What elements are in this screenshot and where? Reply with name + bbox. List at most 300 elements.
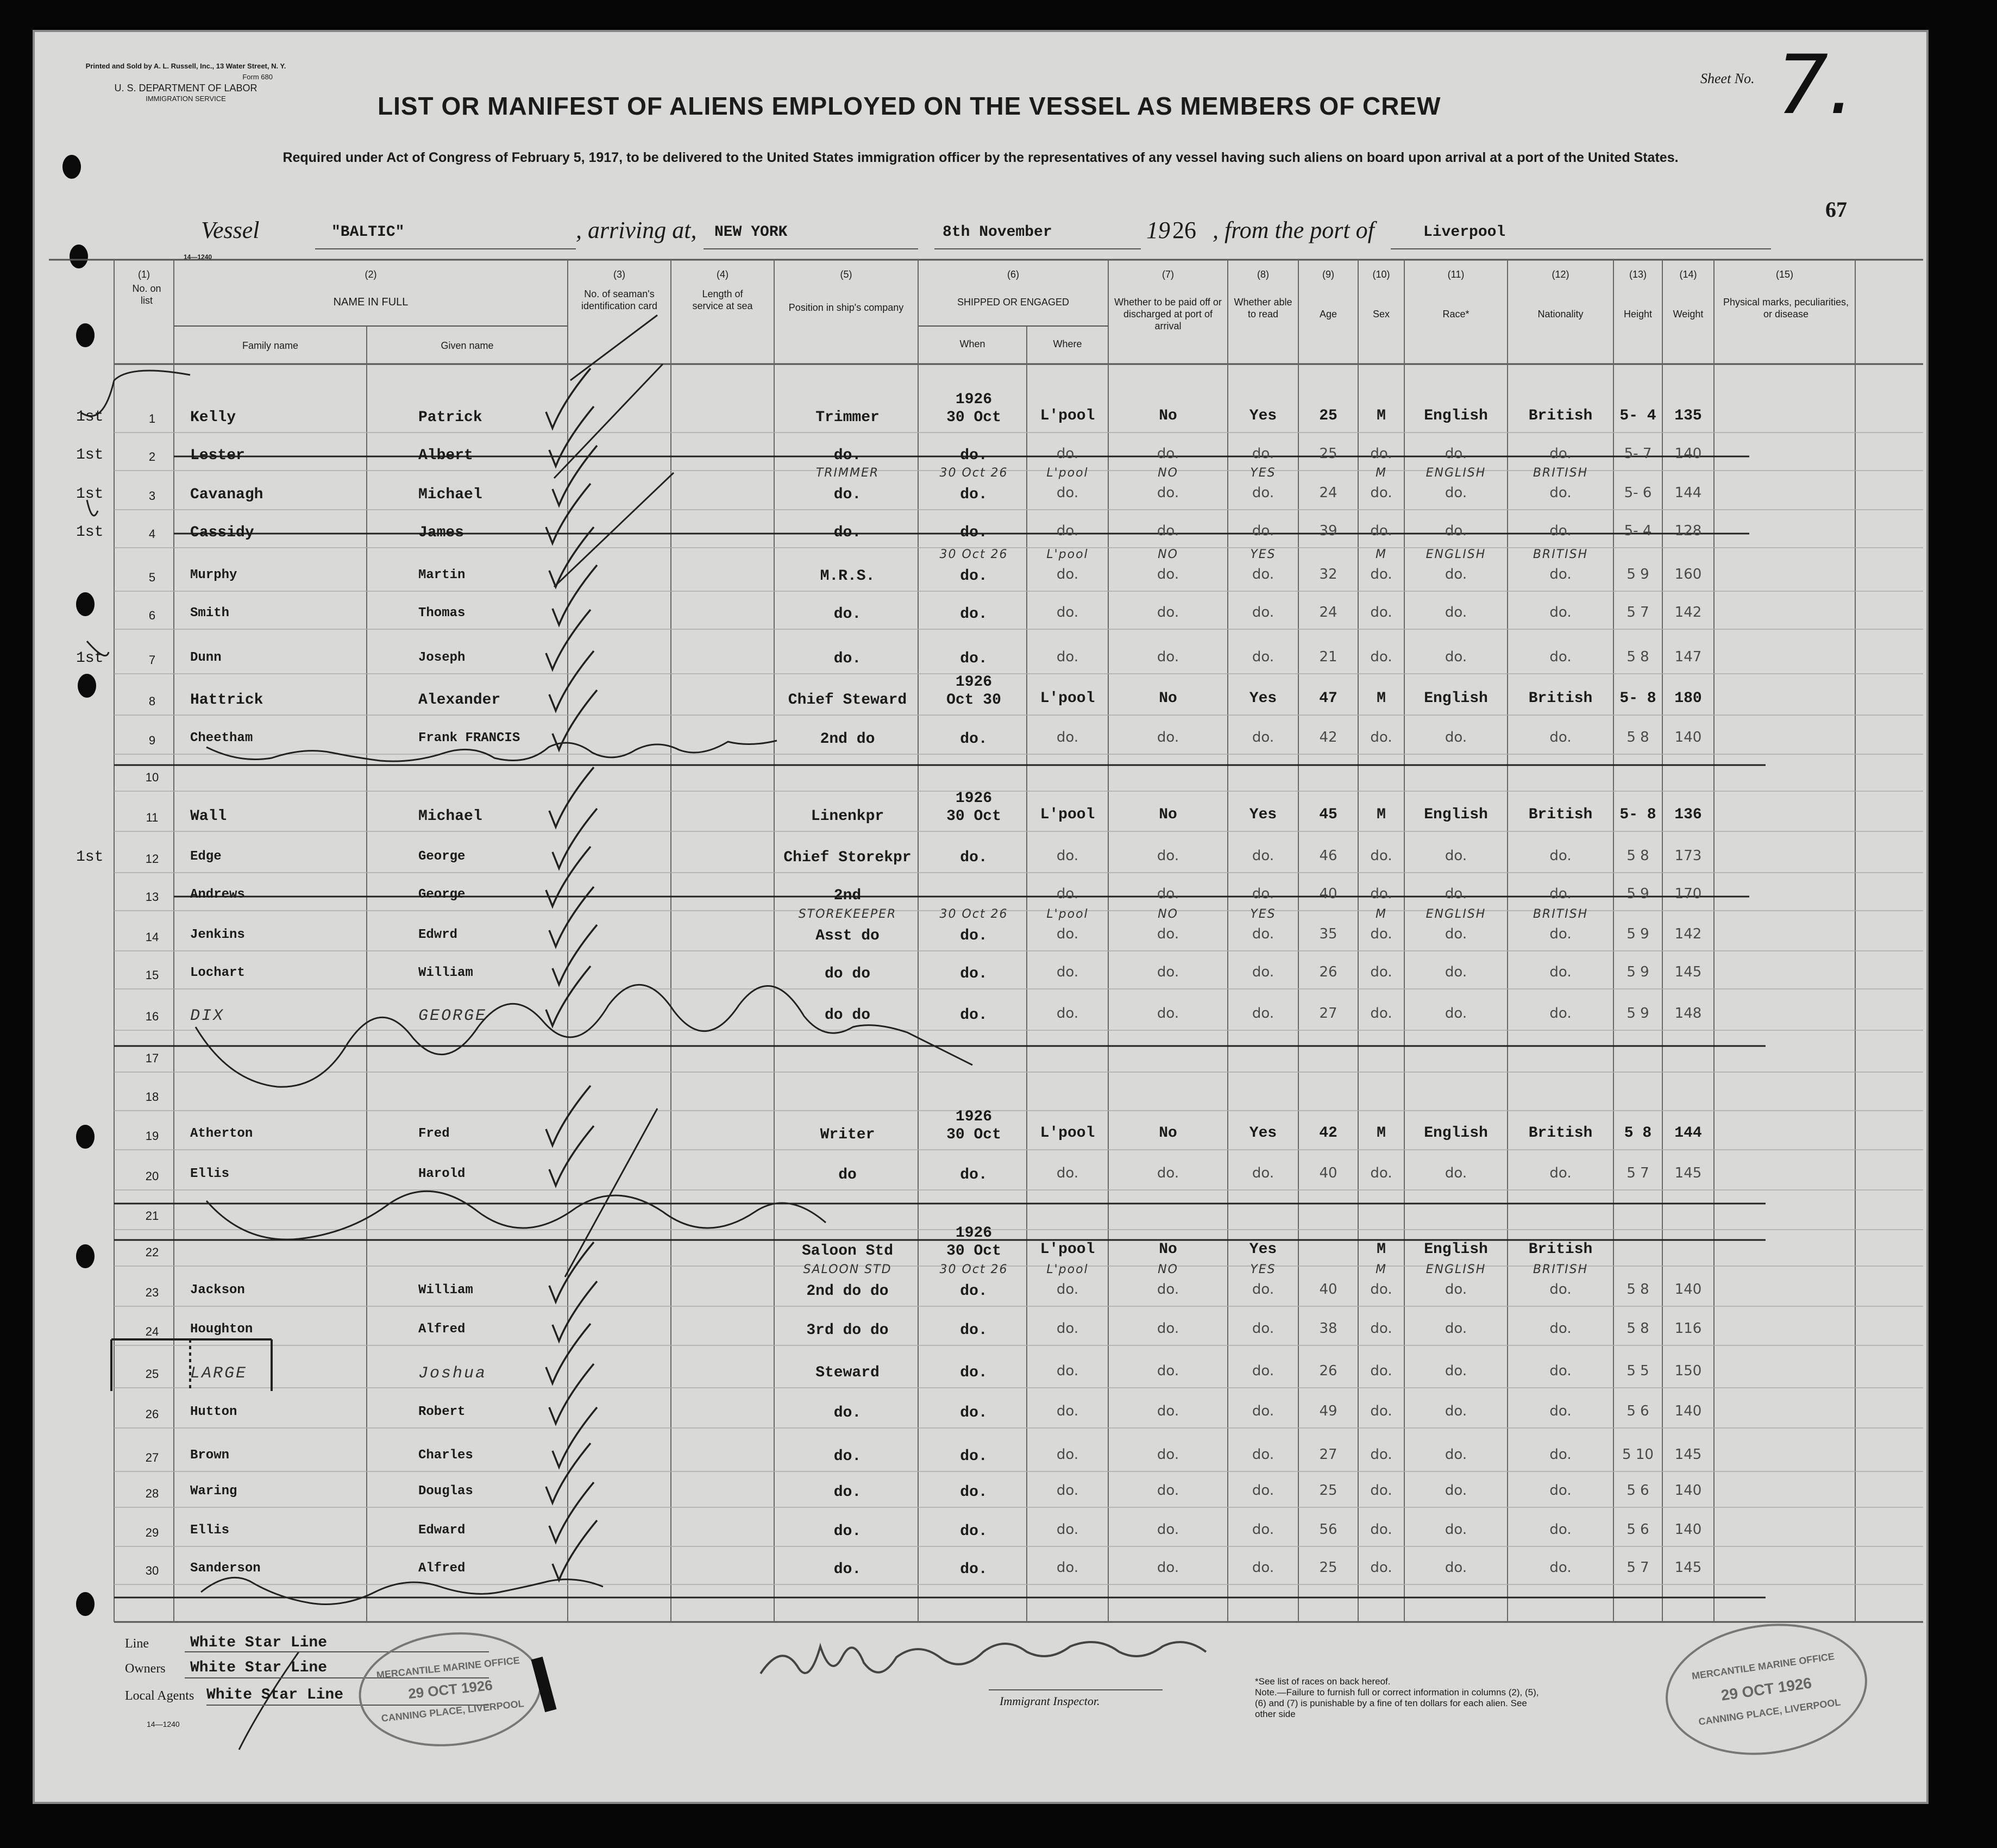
race: do. (1445, 886, 1467, 902)
shipped-where: do. (1056, 729, 1079, 746)
margin-note: 1st (76, 650, 104, 667)
header-given-name: Given name (441, 340, 494, 351)
able-to-read: Yes (1249, 1125, 1277, 1142)
family-name: Cassidy (190, 524, 254, 541)
shipped-when: Oct 30 (946, 692, 1001, 709)
margin-note: 1st (76, 447, 104, 463)
nationality: do. (1549, 1482, 1572, 1499)
weight: 135 (1674, 408, 1702, 424)
sex: do. (1370, 1005, 1392, 1022)
position: do. (833, 606, 862, 623)
position: do. (833, 650, 862, 667)
given-name: Patrick (418, 409, 482, 426)
height: 5- 7 (1624, 446, 1652, 462)
sex: do. (1370, 848, 1392, 864)
position: 2nd (833, 887, 862, 904)
column-number: (1) (138, 269, 150, 280)
stamp-right-top: MERCANTILE MARINE OFFICE (1691, 1651, 1836, 1682)
race: English (1424, 408, 1488, 424)
header-where: Where (1053, 339, 1082, 349)
paid-off: No (1159, 1125, 1177, 1142)
page-subtitle: Required under Act of Congress of February 5, 1917, to be delivered to the United States immigration officer by the representatives of any vessel having such aliens on board upon arrival at a port of the United States. (282, 150, 1679, 165)
able-to-read: Yes (1249, 806, 1277, 823)
paid-off: do. (1157, 1005, 1179, 1022)
able-to-read: do. (1252, 604, 1274, 621)
shipped-where: do. (1056, 485, 1079, 501)
shipped-when: do. (960, 1484, 988, 1501)
family-name: Smith (190, 606, 230, 621)
handwritten-when: 30 Oct 26 (939, 466, 1008, 480)
shipped-year: 1926 (955, 674, 993, 691)
race: do. (1445, 1320, 1467, 1337)
vessel-name: "BALTIC" (331, 224, 405, 241)
handwritten-paid: NO (1158, 1263, 1178, 1276)
column-number: (2) (365, 269, 377, 280)
header-when: When (959, 339, 985, 349)
row-number: 11 (146, 811, 159, 824)
age: 39 (1319, 523, 1337, 539)
given-name: Michael (418, 486, 482, 503)
row-number: 20 (145, 1169, 159, 1183)
nationality: do. (1549, 886, 1572, 902)
handwritten-sex: M (1376, 907, 1387, 921)
row-number: 24 (145, 1325, 159, 1338)
race: English (1424, 1241, 1488, 1258)
arrival-date: 8th November (943, 224, 1052, 241)
column-number: (10) (1372, 269, 1390, 280)
shipped-where: do. (1056, 1363, 1079, 1379)
height: 5 6 (1627, 1403, 1649, 1419)
position: do. (833, 1523, 862, 1540)
given-name: Edwrd (418, 928, 458, 942)
header-able-to-read: Whether able to read (1234, 297, 1292, 320)
shipped-where: do. (1056, 1482, 1079, 1499)
arrival-port: NEW YORK (714, 224, 788, 241)
shipped-when: do. (960, 568, 988, 585)
shipped-when: 30 Oct (946, 1126, 1001, 1143)
given-name: James (418, 524, 464, 541)
nationality: British (1528, 690, 1593, 707)
shipped-when: do. (960, 1405, 988, 1421)
departure-port: Liverpool (1423, 224, 1506, 241)
able-to-read: do. (1252, 1559, 1274, 1576)
nationality: do. (1549, 964, 1572, 980)
age: 40 (1319, 886, 1337, 902)
row-number: 10 (145, 770, 159, 784)
family-name: Lester (190, 447, 245, 464)
paid-off: do. (1157, 848, 1179, 864)
age: 24 (1319, 485, 1337, 501)
height: 5 9 (1627, 566, 1649, 582)
shipped-year: 1926 (955, 391, 993, 408)
paid-off: do. (1157, 523, 1179, 539)
handwritten-read: YES (1250, 907, 1276, 921)
weight: 140 (1674, 446, 1702, 462)
column-number: (15) (1775, 269, 1793, 280)
paid-off: do. (1157, 1165, 1179, 1181)
paid-off: do. (1157, 1559, 1179, 1576)
stamp-left-date: 29 OCT 1926 (407, 1676, 494, 1702)
header-sex: Sex (1372, 309, 1390, 320)
shipped-when: do. (960, 731, 988, 748)
age: 38 (1319, 1320, 1337, 1337)
service: IMMIGRATION SERVICE (146, 95, 226, 103)
position: do. (833, 1561, 862, 1578)
position: Saloon Std (801, 1243, 894, 1260)
shipped-when: 30 Oct (946, 1243, 1001, 1260)
vessel-label: Vessel (201, 217, 260, 243)
column-number: (5) (840, 269, 852, 280)
age: 42 (1319, 729, 1337, 746)
given-name: Joshua (418, 1364, 487, 1383)
margin-note: 1st (76, 409, 104, 425)
weight: 145 (1674, 1559, 1702, 1576)
paid-off: do. (1157, 604, 1179, 621)
height: 5 8 (1627, 848, 1649, 864)
paid-off: do. (1157, 964, 1179, 980)
given-name: Alfred (418, 1561, 466, 1576)
given-name: George (418, 849, 466, 864)
family-name: DIX (190, 1007, 225, 1025)
race: do. (1445, 446, 1467, 462)
handwritten-position: SALOON STD (803, 1263, 892, 1276)
able-to-read: do. (1252, 1403, 1274, 1419)
height: 5 7 (1627, 604, 1649, 621)
margin-note: 1st (76, 849, 104, 866)
header-paid-off: Whether to be paid off or discharged at port of arrival (1114, 297, 1222, 331)
penalty-note: Note.—Failure to furnish full or correct information in columns (2), (5), (6) and (7) is punishable by a fine of ten dollars for each alien. See other side (1255, 1687, 1539, 1719)
shipped-when: do. (960, 486, 988, 503)
header-id-card: No. of seaman's identification card (581, 289, 658, 311)
race: do. (1445, 1281, 1467, 1298)
stamp-left-top: MERCANTILE MARINE OFFICE (375, 1654, 520, 1681)
family-name: Sanderson (190, 1561, 261, 1576)
nationality: do. (1549, 1403, 1572, 1419)
height: 5- 8 (1619, 690, 1656, 707)
sex: do. (1370, 1482, 1392, 1499)
row-number: 29 (145, 1526, 159, 1539)
handwritten-sex: M (1376, 1263, 1387, 1276)
shipped-where: do. (1056, 926, 1079, 942)
family-name: Edge (190, 849, 222, 864)
header-weight: Weight (1673, 309, 1704, 320)
able-to-read: do. (1252, 729, 1274, 746)
race: do. (1445, 729, 1467, 746)
able-to-read: do. (1252, 1363, 1274, 1379)
family-name: Ellis (190, 1167, 230, 1181)
shipped-when: do. (960, 606, 988, 623)
height: 5- 4 (1624, 523, 1652, 539)
given-name: Edward (418, 1523, 466, 1538)
given-name: Robert (418, 1405, 466, 1419)
weight: 147 (1674, 649, 1702, 665)
race: do. (1445, 566, 1467, 582)
header-height: Height (1623, 309, 1653, 320)
shipped-where: L'pool (1040, 690, 1095, 707)
sex: do. (1370, 1446, 1392, 1463)
shipped-where: L'pool (1040, 408, 1095, 424)
nationality: do. (1549, 1165, 1572, 1181)
nationality: do. (1549, 926, 1572, 942)
header-family-name: Family name (242, 340, 299, 351)
able-to-read: do. (1252, 1005, 1274, 1022)
family-name: Hutton (190, 1405, 237, 1419)
age: 42 (1319, 1125, 1337, 1142)
local-agents-value: White Star Line (206, 1687, 344, 1703)
family-name: Jenkins (190, 928, 245, 942)
position: 3rd do do (806, 1322, 889, 1339)
position: do. (833, 1405, 862, 1421)
race: do. (1445, 485, 1467, 501)
handwritten-paid: NO (1158, 548, 1178, 561)
shipped-when: do. (960, 1561, 988, 1578)
weight: 142 (1674, 926, 1702, 942)
owners-label: Owners (125, 1662, 166, 1676)
shipped-where: L'pool (1040, 1241, 1095, 1258)
page-number: 67 (1825, 197, 1847, 222)
age: 32 (1319, 566, 1337, 582)
age: 35 (1319, 926, 1337, 942)
row-number: 2 (148, 450, 156, 463)
nationality: do. (1549, 848, 1572, 864)
paid-off: do. (1157, 926, 1179, 942)
row-number: 3 (148, 489, 156, 503)
row-number: 13 (145, 890, 159, 904)
family-name: Brown (190, 1448, 230, 1463)
able-to-read: do. (1252, 446, 1274, 462)
paid-off: do. (1157, 1446, 1179, 1463)
height: 5 7 (1627, 1559, 1649, 1576)
nationality: do. (1549, 523, 1572, 539)
position: Asst do (815, 928, 880, 944)
able-to-read: do. (1252, 848, 1274, 864)
age: 24 (1319, 604, 1337, 621)
nationality: do. (1549, 446, 1572, 462)
shipped-when: do. (960, 524, 988, 541)
nationality: do. (1549, 566, 1572, 582)
handwritten-sex: M (1376, 466, 1387, 480)
position: do. (833, 1484, 862, 1501)
column-number: (11) (1447, 269, 1465, 280)
height: 5- 8 (1619, 806, 1656, 823)
height: 5 6 (1627, 1482, 1649, 1499)
able-to-read: do. (1252, 1521, 1274, 1538)
family-name: Hattrick (190, 692, 263, 709)
sex: do. (1370, 1165, 1392, 1181)
shipped-where: do. (1056, 1281, 1079, 1298)
nationality: do. (1549, 649, 1572, 665)
shipped-where: do. (1056, 848, 1079, 864)
shipped-where: do. (1056, 649, 1079, 665)
column-number: (3) (613, 269, 625, 280)
weight: 144 (1674, 1125, 1702, 1142)
sex: do. (1370, 729, 1392, 746)
age: 25 (1319, 408, 1337, 424)
shipped-when: do. (960, 1167, 988, 1183)
handwritten-read: YES (1250, 1263, 1276, 1276)
sex: do. (1370, 886, 1392, 902)
nationality: British (1528, 1241, 1593, 1258)
row-number: 23 (145, 1286, 159, 1299)
column-number: (13) (1629, 269, 1647, 280)
age: 27 (1319, 1005, 1337, 1022)
nationality: do. (1549, 1005, 1572, 1022)
header-no-on-list: No. on list (132, 283, 161, 306)
shipped-when: do. (960, 1523, 988, 1540)
age: 21 (1319, 649, 1337, 665)
able-to-read: do. (1252, 485, 1274, 501)
nationality: British (1528, 1125, 1593, 1142)
nationality: do. (1549, 1446, 1572, 1463)
sex: do. (1370, 523, 1392, 539)
race: do. (1445, 1165, 1467, 1181)
sex: do. (1370, 485, 1392, 501)
row-number: 6 (148, 609, 156, 622)
paid-off: No (1159, 690, 1177, 707)
family-name: Jackson (190, 1283, 245, 1298)
line-label: Line (125, 1637, 149, 1651)
position: do do (824, 966, 870, 982)
weight: 136 (1674, 806, 1702, 823)
given-name: Charles (418, 1448, 473, 1463)
family-name: Kelly (190, 409, 236, 426)
paid-off: No (1159, 408, 1177, 424)
race: do. (1445, 1005, 1467, 1022)
weight: 140 (1674, 1521, 1702, 1538)
header-shipped-engaged: SHIPPED OR ENGAGED (957, 297, 1070, 308)
shipped-where: do. (1056, 964, 1079, 980)
given-name: Thomas (418, 606, 466, 621)
printer-line: Printed and Sold by A. L. Russell, Inc., 13 Water Street, N. Y. (85, 62, 286, 70)
height: 5 8 (1624, 1125, 1652, 1142)
shipped-when: do. (960, 849, 988, 866)
position: Writer (820, 1126, 875, 1143)
family-name: Cavanagh (190, 486, 263, 503)
able-to-read: do. (1252, 964, 1274, 980)
sex: do. (1370, 1320, 1392, 1337)
sex: do. (1370, 1521, 1392, 1538)
row-number: 16 (145, 1010, 159, 1023)
row-number: 14 (145, 930, 159, 944)
age: 25 (1319, 446, 1337, 462)
able-to-read: Yes (1249, 1241, 1277, 1258)
weight: 145 (1674, 1165, 1702, 1181)
position: Trimmer (815, 409, 880, 426)
given-name: Alfred (418, 1322, 466, 1337)
shipped-where: L'pool (1040, 806, 1095, 823)
form-code: 14—1240 (184, 253, 212, 261)
sex: do. (1370, 649, 1392, 665)
height: 5 8 (1627, 649, 1649, 665)
race: do. (1445, 1521, 1467, 1538)
weight: 128 (1674, 523, 1702, 539)
able-to-read: do. (1252, 523, 1274, 539)
height: 5 8 (1627, 1320, 1649, 1337)
row-number: 7 (148, 653, 156, 667)
position: do. (833, 486, 862, 503)
shipped-when: 30 Oct (946, 808, 1001, 825)
weight: 145 (1674, 964, 1702, 980)
row-number: 19 (145, 1129, 159, 1143)
race-note: *See list of races on back hereof. (1255, 1676, 1391, 1687)
footer-form-code: 14—1240 (147, 1720, 180, 1728)
row-number: 12 (145, 852, 159, 866)
from-label: , from the port of (1213, 217, 1374, 243)
weight: 150 (1674, 1363, 1702, 1379)
sex: do. (1370, 1559, 1392, 1576)
family-name: Murphy (190, 568, 237, 582)
position: do do (824, 1007, 870, 1024)
sex: do. (1370, 446, 1392, 462)
nationality: do. (1549, 604, 1572, 621)
header-nationality: Nationality (1537, 309, 1584, 320)
age: 45 (1319, 806, 1337, 823)
margin-note: 1st (76, 524, 104, 541)
shipped-when: do. (960, 1364, 988, 1381)
handwritten-race: ENGLISH (1425, 548, 1486, 561)
nationality: do. (1549, 729, 1572, 746)
shipped-when: do. (960, 650, 988, 667)
shipped-where: do. (1056, 566, 1079, 582)
header-position: Position in ship's company (788, 302, 904, 313)
header-age: Age (1319, 309, 1337, 320)
race: English (1424, 690, 1488, 707)
shipped-where: do. (1056, 1446, 1079, 1463)
shipped-when: do. (960, 447, 988, 464)
given-name: Martin (418, 568, 466, 582)
position: Chief Steward (788, 692, 907, 709)
shipped-where: do. (1056, 523, 1079, 539)
height: 5 7 (1627, 1165, 1649, 1181)
age: 47 (1319, 690, 1337, 707)
sex: do. (1370, 1281, 1392, 1298)
height: 5 9 (1627, 1005, 1649, 1022)
given-name: George (418, 887, 466, 902)
race: do. (1445, 1482, 1467, 1499)
sex: M (1377, 408, 1386, 424)
sex: M (1377, 1241, 1386, 1258)
position: do. (833, 1448, 862, 1465)
local-agents-label: Local Agents (125, 1689, 194, 1703)
handwritten-race: ENGLISH (1425, 907, 1486, 921)
weight: 173 (1674, 848, 1702, 864)
race: do. (1445, 848, 1467, 864)
race: do. (1445, 1446, 1467, 1463)
sex: do. (1370, 1363, 1392, 1379)
paid-off: do. (1157, 1482, 1179, 1499)
year-prefix: 19 (1146, 217, 1170, 243)
handwritten-position: STOREKEEPER (798, 907, 897, 921)
handwritten-where: L'pool (1046, 466, 1089, 480)
able-to-read: do. (1252, 649, 1274, 665)
height: 5 5 (1627, 1363, 1649, 1379)
handwritten-read: YES (1250, 466, 1276, 480)
position: M.R.S. (820, 568, 875, 585)
paid-off: do. (1157, 649, 1179, 665)
row-number: 22 (145, 1245, 159, 1259)
able-to-read: do. (1252, 926, 1274, 942)
paid-off: do. (1157, 485, 1179, 501)
height: 5- 6 (1624, 485, 1652, 501)
able-to-read: do. (1252, 886, 1274, 902)
row-number: 21 (145, 1209, 159, 1223)
given-name: Harold (418, 1167, 466, 1181)
arriving-label: , arriving at, (576, 217, 697, 243)
sex: M (1377, 1125, 1386, 1142)
header-race: Race* (1442, 309, 1470, 320)
family-name: LARGE (190, 1364, 248, 1383)
handwritten-read: YES (1250, 548, 1276, 561)
